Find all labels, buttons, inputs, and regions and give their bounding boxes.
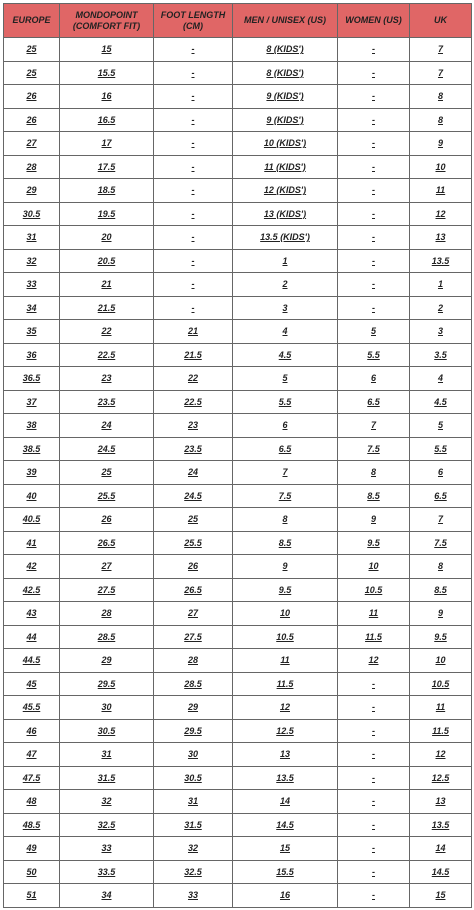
women-us-cell[interactable]: 7.5: [338, 437, 410, 461]
men-unisex-us-cell[interactable]: 3: [233, 296, 338, 320]
foot-length-cell[interactable]: -: [154, 273, 233, 297]
header-mondopoint: MONDOPOINT (COMFORT FIT): [60, 4, 154, 38]
table-row: [4, 461, 472, 485]
men-unisex-us-cell[interactable]: 12: [233, 696, 338, 720]
mondopoint-cell[interactable]: 25.5: [60, 484, 154, 508]
uk-cell[interactable]: 3.5: [410, 343, 472, 367]
men-unisex-us-cell[interactable]: 4: [233, 320, 338, 344]
mondopoint-cell[interactable]: 15.5: [60, 61, 154, 85]
mondopoint-cell[interactable]: 26: [60, 508, 154, 532]
women-us-cell[interactable]: 6: [338, 367, 410, 391]
foot-length-cell[interactable]: -: [154, 61, 233, 85]
women-us-cell[interactable]: -: [338, 743, 410, 767]
europe-cell[interactable]: 27: [4, 132, 60, 156]
men-unisex-us-cell[interactable]: 9: [233, 555, 338, 579]
table-row: [4, 155, 472, 179]
women-us-cell[interactable]: -: [338, 202, 410, 226]
mondopoint-cell[interactable]: 27: [60, 555, 154, 579]
men-unisex-us-cell[interactable]: 13 (KIDS'): [233, 202, 338, 226]
women-us-cell[interactable]: -: [338, 860, 410, 884]
foot-length-cell[interactable]: -: [154, 296, 233, 320]
mondopoint-cell[interactable]: 34: [60, 884, 154, 908]
europe-cell[interactable]: 36: [4, 343, 60, 367]
table-row: [4, 390, 472, 414]
men-unisex-us-cell[interactable]: 5: [233, 367, 338, 391]
uk-cell[interactable]: 8: [410, 555, 472, 579]
table-row: [4, 884, 472, 908]
women-us-cell[interactable]: -: [338, 85, 410, 109]
women-us-cell[interactable]: -: [338, 38, 410, 62]
foot-length-cell[interactable]: 33: [154, 884, 233, 908]
women-us-cell[interactable]: -: [338, 155, 410, 179]
uk-cell[interactable]: 3: [410, 320, 472, 344]
uk-cell[interactable]: 11: [410, 696, 472, 720]
mondopoint-cell[interactable]: 28: [60, 602, 154, 626]
women-us-cell[interactable]: 12: [338, 649, 410, 673]
table-row: [4, 132, 472, 156]
table-row: [4, 414, 472, 438]
foot-length-cell[interactable]: -: [154, 132, 233, 156]
size-conversion-table: [3, 3, 472, 908]
women-us-cell[interactable]: -: [338, 179, 410, 203]
foot-length-cell[interactable]: 31.5: [154, 813, 233, 837]
foot-length-cell[interactable]: 28.5: [154, 672, 233, 696]
mondopoint-cell[interactable]: 31.5: [60, 766, 154, 790]
women-us-cell[interactable]: 9.5: [338, 531, 410, 555]
europe-cell[interactable]: 25: [4, 38, 60, 62]
table-row: [4, 108, 472, 132]
mondopoint-cell[interactable]: 32.5: [60, 813, 154, 837]
europe-cell[interactable]: 48: [4, 790, 60, 814]
table-row: [4, 38, 472, 62]
mondopoint-cell[interactable]: 27.5: [60, 578, 154, 602]
table-row: [4, 531, 472, 555]
europe-cell[interactable]: 39: [4, 461, 60, 485]
header-foot-length: FOOT LENGTH (CM): [154, 4, 233, 38]
mondopoint-cell[interactable]: 17: [60, 132, 154, 156]
uk-cell[interactable]: 4: [410, 367, 472, 391]
uk-cell[interactable]: 8.5: [410, 578, 472, 602]
table-row: [4, 555, 472, 579]
table-row: [4, 343, 472, 367]
uk-cell[interactable]: 7: [410, 38, 472, 62]
europe-cell[interactable]: 44.5: [4, 649, 60, 673]
uk-cell[interactable]: 9: [410, 132, 472, 156]
europe-cell[interactable]: 45: [4, 672, 60, 696]
foot-length-cell[interactable]: 22: [154, 367, 233, 391]
uk-cell[interactable]: 4.5: [410, 390, 472, 414]
mondopoint-cell[interactable]: 20: [60, 226, 154, 250]
mondopoint-cell[interactable]: 20.5: [60, 249, 154, 273]
table-row: [4, 296, 472, 320]
europe-cell[interactable]: 46: [4, 719, 60, 743]
foot-length-cell[interactable]: 30.5: [154, 766, 233, 790]
header-women-us: WOMEN (US): [338, 4, 410, 38]
table-row: [4, 61, 472, 85]
mondopoint-cell[interactable]: 23: [60, 367, 154, 391]
europe-cell[interactable]: 44: [4, 625, 60, 649]
women-us-cell[interactable]: 10: [338, 555, 410, 579]
uk-cell[interactable]: 5: [410, 414, 472, 438]
women-us-cell[interactable]: -: [338, 719, 410, 743]
men-unisex-us-cell[interactable]: 16: [233, 884, 338, 908]
uk-cell[interactable]: 7: [410, 508, 472, 532]
foot-length-cell[interactable]: -: [154, 108, 233, 132]
women-us-cell[interactable]: -: [338, 108, 410, 132]
table-row: [4, 813, 472, 837]
foot-length-cell[interactable]: 22.5: [154, 390, 233, 414]
table-row: [4, 766, 472, 790]
men-unisex-us-cell[interactable]: 10: [233, 602, 338, 626]
foot-length-cell[interactable]: 31: [154, 790, 233, 814]
women-us-cell[interactable]: 8.5: [338, 484, 410, 508]
foot-length-cell[interactable]: 25.5: [154, 531, 233, 555]
men-unisex-us-cell[interactable]: 7.5: [233, 484, 338, 508]
uk-cell[interactable]: 6: [410, 461, 472, 485]
uk-cell[interactable]: 15: [410, 884, 472, 908]
foot-length-cell[interactable]: 32: [154, 837, 233, 861]
mondopoint-cell[interactable]: 21: [60, 273, 154, 297]
mondopoint-cell[interactable]: 16.5: [60, 108, 154, 132]
men-unisex-us-cell[interactable]: 8.5: [233, 531, 338, 555]
table-row: [4, 649, 472, 673]
foot-length-cell[interactable]: 27: [154, 602, 233, 626]
europe-cell[interactable]: 42.5: [4, 578, 60, 602]
women-us-cell[interactable]: 6.5: [338, 390, 410, 414]
foot-length-cell[interactable]: 26.5: [154, 578, 233, 602]
uk-cell[interactable]: 12.5: [410, 766, 472, 790]
mondopoint-cell[interactable]: 25: [60, 461, 154, 485]
table-row: [4, 367, 472, 391]
uk-cell[interactable]: 14.5: [410, 860, 472, 884]
table-row: [4, 249, 472, 273]
europe-cell[interactable]: 25: [4, 61, 60, 85]
men-unisex-us-cell[interactable]: 10.5: [233, 625, 338, 649]
europe-cell[interactable]: 38: [4, 414, 60, 438]
table-row: [4, 578, 472, 602]
women-us-cell[interactable]: -: [338, 249, 410, 273]
europe-cell[interactable]: 47.5: [4, 766, 60, 790]
uk-cell[interactable]: 5.5: [410, 437, 472, 461]
table-row: [4, 179, 472, 203]
mondopoint-cell[interactable]: 31: [60, 743, 154, 767]
women-us-cell[interactable]: -: [338, 766, 410, 790]
men-unisex-us-cell[interactable]: 4.5: [233, 343, 338, 367]
mondopoint-cell[interactable]: 24.5: [60, 437, 154, 461]
uk-cell[interactable]: 7.5: [410, 531, 472, 555]
mondopoint-cell[interactable]: 32: [60, 790, 154, 814]
men-unisex-us-cell[interactable]: 15.5: [233, 860, 338, 884]
foot-length-cell[interactable]: 21: [154, 320, 233, 344]
foot-length-cell[interactable]: 25: [154, 508, 233, 532]
women-us-cell[interactable]: -: [338, 226, 410, 250]
table-row: [4, 273, 472, 297]
foot-length-cell[interactable]: -: [154, 226, 233, 250]
men-unisex-us-cell[interactable]: 10 (KIDS'): [233, 132, 338, 156]
foot-length-cell[interactable]: 30: [154, 743, 233, 767]
mondopoint-cell[interactable]: 28.5: [60, 625, 154, 649]
europe-cell[interactable]: 28: [4, 155, 60, 179]
foot-length-cell[interactable]: -: [154, 179, 233, 203]
women-us-cell[interactable]: 9: [338, 508, 410, 532]
men-unisex-us-cell[interactable]: 9 (KIDS'): [233, 108, 338, 132]
uk-cell[interactable]: 10.5: [410, 672, 472, 696]
women-us-cell[interactable]: 8: [338, 461, 410, 485]
table-row: [4, 202, 472, 226]
europe-cell[interactable]: 30.5: [4, 202, 60, 226]
europe-cell[interactable]: 34: [4, 296, 60, 320]
uk-cell[interactable]: 13: [410, 226, 472, 250]
women-us-cell[interactable]: -: [338, 884, 410, 908]
women-us-cell[interactable]: -: [338, 296, 410, 320]
europe-cell[interactable]: 37: [4, 390, 60, 414]
women-us-cell[interactable]: -: [338, 813, 410, 837]
foot-length-cell[interactable]: 27.5: [154, 625, 233, 649]
mondopoint-cell[interactable]: 16: [60, 85, 154, 109]
mondopoint-cell[interactable]: 26.5: [60, 531, 154, 555]
europe-cell[interactable]: 29: [4, 179, 60, 203]
men-unisex-us-cell[interactable]: 11 (KIDS'): [233, 155, 338, 179]
header-men-unisex-us: MEN / UNISEX (US): [233, 4, 338, 38]
foot-length-cell[interactable]: 26: [154, 555, 233, 579]
uk-cell[interactable]: 7: [410, 61, 472, 85]
mondopoint-cell[interactable]: 19.5: [60, 202, 154, 226]
table-body: [4, 38, 472, 908]
mondopoint-cell[interactable]: 33: [60, 837, 154, 861]
table-row: [4, 484, 472, 508]
europe-cell[interactable]: 31: [4, 226, 60, 250]
table-row: [4, 437, 472, 461]
foot-length-cell[interactable]: 24.5: [154, 484, 233, 508]
foot-length-cell[interactable]: 21.5: [154, 343, 233, 367]
mondopoint-cell[interactable]: 23.5: [60, 390, 154, 414]
table-row: [4, 625, 472, 649]
header-row: [4, 4, 472, 38]
europe-cell[interactable]: 38.5: [4, 437, 60, 461]
mondopoint-cell[interactable]: 17.5: [60, 155, 154, 179]
foot-length-cell[interactable]: -: [154, 249, 233, 273]
men-unisex-us-cell[interactable]: 11: [233, 649, 338, 673]
men-unisex-us-cell[interactable]: 5.5: [233, 390, 338, 414]
foot-length-cell[interactable]: -: [154, 202, 233, 226]
mondopoint-cell[interactable]: 21.5: [60, 296, 154, 320]
men-unisex-us-cell[interactable]: 2: [233, 273, 338, 297]
men-unisex-us-cell[interactable]: 13.5: [233, 766, 338, 790]
table-row: [4, 508, 472, 532]
europe-cell[interactable]: 47: [4, 743, 60, 767]
table-row: [4, 672, 472, 696]
europe-cell[interactable]: 26: [4, 108, 60, 132]
men-unisex-us-cell[interactable]: 1: [233, 249, 338, 273]
foot-length-cell[interactable]: -: [154, 38, 233, 62]
women-us-cell[interactable]: 7: [338, 414, 410, 438]
women-us-cell[interactable]: 5: [338, 320, 410, 344]
men-unisex-us-cell[interactable]: 12 (KIDS'): [233, 179, 338, 203]
women-us-cell[interactable]: -: [338, 790, 410, 814]
header-uk: UK: [410, 4, 472, 38]
women-us-cell[interactable]: -: [338, 672, 410, 696]
mondopoint-cell[interactable]: 15: [60, 38, 154, 62]
men-unisex-us-cell[interactable]: 9.5: [233, 578, 338, 602]
europe-cell[interactable]: 40.5: [4, 508, 60, 532]
men-unisex-us-cell[interactable]: 9 (KIDS'): [233, 85, 338, 109]
europe-cell[interactable]: 36.5: [4, 367, 60, 391]
women-us-cell[interactable]: -: [338, 132, 410, 156]
women-us-cell[interactable]: 10.5: [338, 578, 410, 602]
table-row: [4, 226, 472, 250]
women-us-cell[interactable]: -: [338, 837, 410, 861]
women-us-cell[interactable]: 11: [338, 602, 410, 626]
table-row: [4, 696, 472, 720]
uk-cell[interactable]: 8: [410, 85, 472, 109]
table-row: [4, 837, 472, 861]
europe-cell[interactable]: 45.5: [4, 696, 60, 720]
table-row: [4, 602, 472, 626]
uk-cell[interactable]: 14: [410, 837, 472, 861]
men-unisex-us-cell[interactable]: 12.5: [233, 719, 338, 743]
men-unisex-us-cell[interactable]: 8 (KIDS'): [233, 38, 338, 62]
europe-cell[interactable]: 26: [4, 85, 60, 109]
table-row: [4, 743, 472, 767]
foot-length-cell[interactable]: 24: [154, 461, 233, 485]
uk-cell[interactable]: 13.5: [410, 813, 472, 837]
women-us-cell[interactable]: -: [338, 61, 410, 85]
foot-length-cell[interactable]: -: [154, 85, 233, 109]
uk-cell[interactable]: 12: [410, 743, 472, 767]
table-row: [4, 790, 472, 814]
men-unisex-us-cell[interactable]: 6: [233, 414, 338, 438]
europe-cell[interactable]: 40: [4, 484, 60, 508]
uk-cell[interactable]: 9.5: [410, 625, 472, 649]
men-unisex-us-cell[interactable]: 8: [233, 508, 338, 532]
foot-length-cell[interactable]: 29.5: [154, 719, 233, 743]
mondopoint-cell[interactable]: 30.5: [60, 719, 154, 743]
mondopoint-cell[interactable]: 33.5: [60, 860, 154, 884]
men-unisex-us-cell[interactable]: 14.5: [233, 813, 338, 837]
uk-cell[interactable]: 11.5: [410, 719, 472, 743]
uk-cell[interactable]: 9: [410, 602, 472, 626]
foot-length-cell[interactable]: 29: [154, 696, 233, 720]
women-us-cell[interactable]: -: [338, 273, 410, 297]
foot-length-cell[interactable]: 28: [154, 649, 233, 673]
uk-cell[interactable]: 12: [410, 202, 472, 226]
women-us-cell[interactable]: 5.5: [338, 343, 410, 367]
mondopoint-cell[interactable]: 30: [60, 696, 154, 720]
europe-cell[interactable]: 33: [4, 273, 60, 297]
uk-cell[interactable]: 10: [410, 155, 472, 179]
mondopoint-cell[interactable]: 22.5: [60, 343, 154, 367]
table-row: [4, 85, 472, 109]
europe-cell[interactable]: 51: [4, 884, 60, 908]
europe-cell[interactable]: 42: [4, 555, 60, 579]
uk-cell[interactable]: 1: [410, 273, 472, 297]
mondopoint-cell[interactable]: 18.5: [60, 179, 154, 203]
uk-cell[interactable]: 13: [410, 790, 472, 814]
mondopoint-cell[interactable]: 24: [60, 414, 154, 438]
europe-cell[interactable]: 50: [4, 860, 60, 884]
mondopoint-cell[interactable]: 29.5: [60, 672, 154, 696]
table-row: [4, 860, 472, 884]
women-us-cell[interactable]: 11.5: [338, 625, 410, 649]
men-unisex-us-cell[interactable]: 13: [233, 743, 338, 767]
europe-cell[interactable]: 43: [4, 602, 60, 626]
europe-cell[interactable]: 48.5: [4, 813, 60, 837]
table-row: [4, 320, 472, 344]
men-unisex-us-cell[interactable]: 8 (KIDS'): [233, 61, 338, 85]
uk-cell[interactable]: 8: [410, 108, 472, 132]
europe-cell[interactable]: 49: [4, 837, 60, 861]
table-row: [4, 719, 472, 743]
foot-length-cell[interactable]: 23: [154, 414, 233, 438]
foot-length-cell[interactable]: -: [154, 155, 233, 179]
mondopoint-cell[interactable]: 29: [60, 649, 154, 673]
men-unisex-us-cell[interactable]: 6.5: [233, 437, 338, 461]
foot-length-cell[interactable]: 32.5: [154, 860, 233, 884]
men-unisex-us-cell[interactable]: 7: [233, 461, 338, 485]
men-unisex-us-cell[interactable]: 15: [233, 837, 338, 861]
uk-cell[interactable]: 2: [410, 296, 472, 320]
men-unisex-us-cell[interactable]: 11.5: [233, 672, 338, 696]
women-us-cell[interactable]: -: [338, 696, 410, 720]
mondopoint-cell[interactable]: 22: [60, 320, 154, 344]
men-unisex-us-cell[interactable]: 13.5 (KIDS'): [233, 226, 338, 250]
uk-cell[interactable]: 11: [410, 179, 472, 203]
europe-cell[interactable]: 32: [4, 249, 60, 273]
foot-length-cell[interactable]: 23.5: [154, 437, 233, 461]
header-europe: EUROPE: [4, 4, 60, 38]
uk-cell[interactable]: 13.5: [410, 249, 472, 273]
men-unisex-us-cell[interactable]: 14: [233, 790, 338, 814]
uk-cell[interactable]: 6.5: [410, 484, 472, 508]
europe-cell[interactable]: 41: [4, 531, 60, 555]
europe-cell[interactable]: 35: [4, 320, 60, 344]
uk-cell[interactable]: 10: [410, 649, 472, 673]
